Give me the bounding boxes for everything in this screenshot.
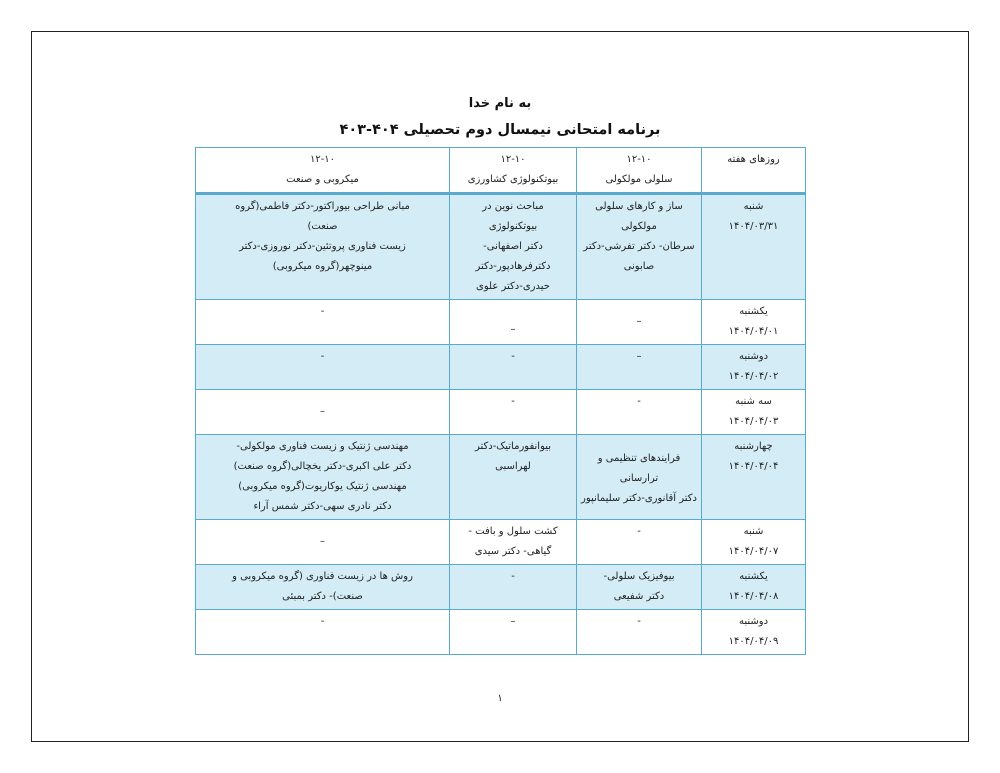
day-cell: سه شنبه ۱۴۰۴/۰۴/۰۳ <box>702 390 806 435</box>
table-row <box>196 435 806 520</box>
exam-cell: – <box>196 520 450 565</box>
table-header-row <box>196 148 806 194</box>
exam-cell: – <box>577 345 702 390</box>
table-row <box>196 390 806 435</box>
exam-cell: بیوفیزیک سلولی- دکتر شفیعی <box>577 565 702 610</box>
header-time: ۱۲-۱۰ <box>626 154 652 165</box>
day-cell: شنبه ۱۴۰۴/۰۴/۰۷ <box>702 520 806 565</box>
exam-cell: مبانی طراحی بیوراکتور-دکتر فاطمی(گروه صنعت) زیست فناوری پروتئین-دکتر نوروزی-دکتر مینوچهر(گروه میکروبی) <box>196 194 450 300</box>
table-row <box>196 610 806 655</box>
exam-cell: – <box>450 300 577 345</box>
exam-cell: - <box>577 610 702 655</box>
table-row <box>196 565 806 610</box>
day-cell: دوشنبه ۱۴۰۴/۰۴/۰۲ <box>702 345 806 390</box>
exam-cell: - <box>450 565 577 610</box>
exam-cell: - <box>196 345 450 390</box>
header-column-micro <box>196 148 450 194</box>
day-cell: یکشنبه ۱۴۰۴/۰۴/۰۸ <box>702 565 806 610</box>
day-cell: چهارشنبه ۱۴۰۴/۰۴/۰۴ <box>702 435 806 520</box>
header-name: بیوتکنولوژی کشاورزی <box>467 174 559 185</box>
header-name: میکروبی و صنعت <box>286 174 359 185</box>
document-title: به نام خدا <box>468 96 532 111</box>
day-cell: یکشنبه ۱۴۰۴/۰۴/۰۱ <box>702 300 806 345</box>
exam-cell: مهندسی ژنتیک و زیست فناوری مولکولی- دکتر علی اکبری-دکتر یخچالی(گروه صنعت) مهندسی ژنتیک یوکاریوت(گروه میکروبی) دکتر نادری سهی-دکتر شمس آراء <box>196 435 450 520</box>
document-subtitle: برنامه امتحانی نیمسال دوم تحصیلی ۴۰۴-۴۰۳ <box>339 122 661 138</box>
exam-cell: – <box>196 390 450 435</box>
table-row <box>196 194 806 300</box>
exam-cell: فرایندهای تنظیمی و ترارسانی دکتر آقانوری-دکتر سلیمانپور <box>577 435 702 520</box>
header-column-agri <box>450 148 577 194</box>
day-cell: دوشنبه ۱۴۰۴/۰۴/۰۹ <box>702 610 806 655</box>
exam-cell: – <box>577 300 702 345</box>
exam-cell: مباحث نوین در بیوتکنولوژی دکتر اصفهانی- دکترفرهادپور-دکتر حیدری-دکتر علوی <box>450 194 577 300</box>
table-row <box>196 345 806 390</box>
table-row <box>196 300 806 345</box>
exam-cell: - <box>196 610 450 655</box>
exam-cell: روش ها در زیست فناوری (گروه میکروبی و صنعت)- دکتر بمبئی <box>196 565 450 610</box>
exam-cell: کشت سلول و بافت - گیاهی- دکتر سیدی <box>450 520 577 565</box>
table-row <box>196 520 806 565</box>
exam-cell: - <box>196 300 450 345</box>
exam-cell: – <box>450 610 577 655</box>
exam-cell: بیوانفورماتیک-دکتر لهراسبی <box>450 435 577 520</box>
exam-cell: ساز و کارهای سلولی مولکولی سرطان- دکتر تفرشی-دکتر صابونی <box>577 194 702 300</box>
header-column-cellular <box>577 148 702 194</box>
header-time: ۱۲-۱۰ <box>309 154 336 165</box>
exam-cell: - <box>577 390 702 435</box>
page-number: ۱ <box>497 693 503 704</box>
exam-cell: - <box>450 390 577 435</box>
exam-cell: - <box>450 345 577 390</box>
header-name: سلولی مولکولی <box>605 174 673 185</box>
header-time: ۱۲-۱۰ <box>500 154 526 165</box>
exam-cell: - <box>577 520 702 565</box>
day-cell: شنبه ۱۴۰۴/۰۳/۳۱ <box>702 194 806 300</box>
header-day: روزهای هفته <box>702 148 806 194</box>
exam-schedule-table <box>195 147 806 655</box>
